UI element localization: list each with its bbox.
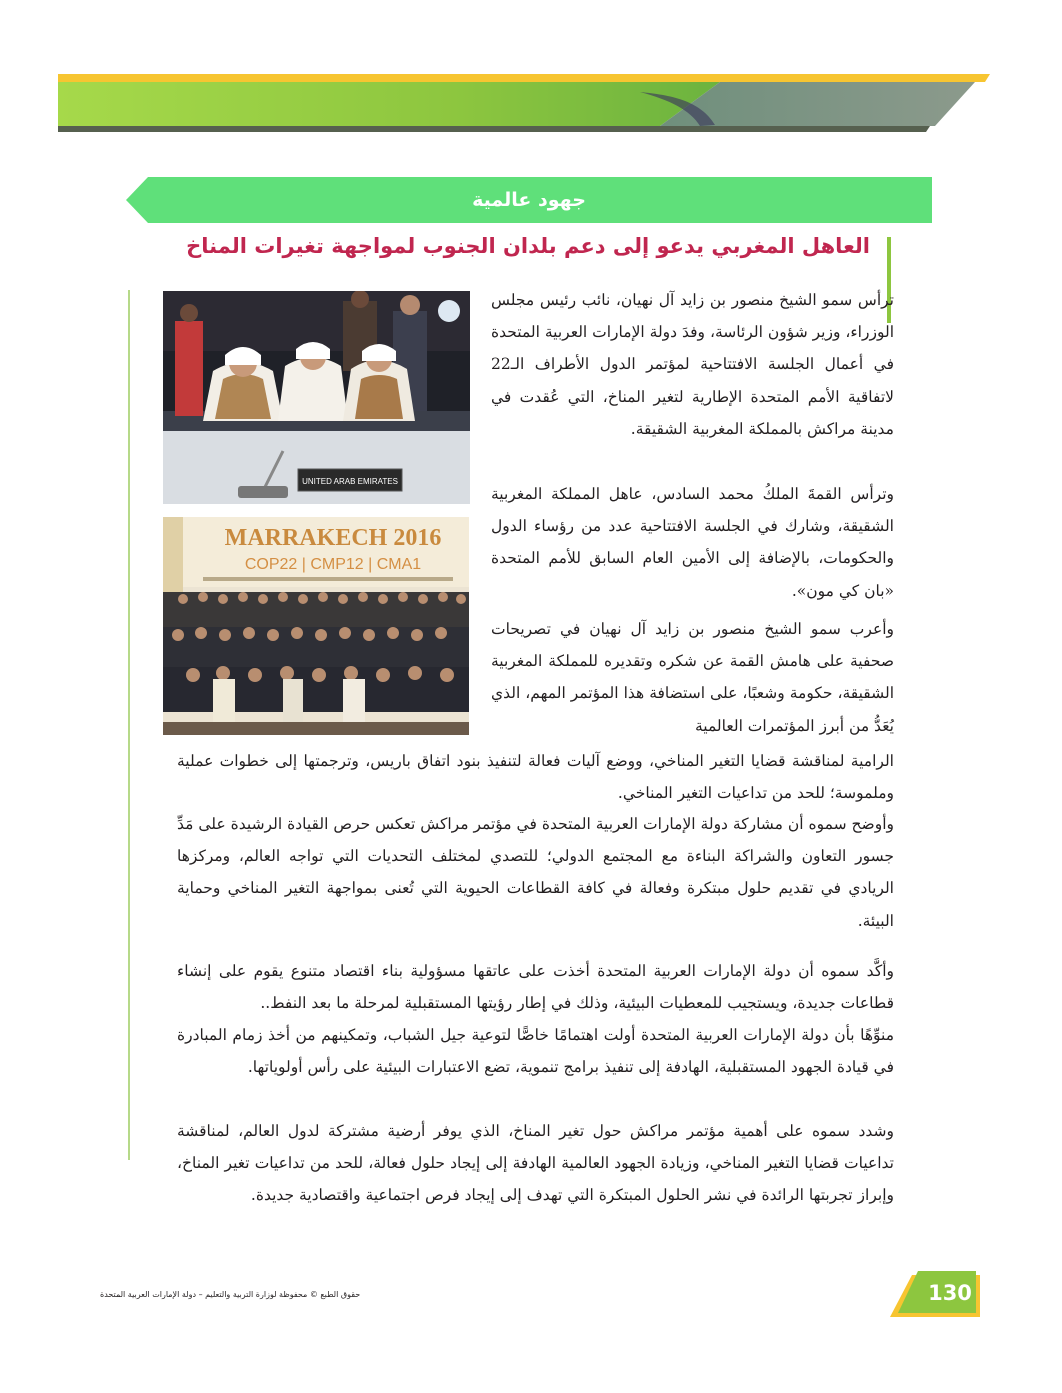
top-banner: [0, 0, 1062, 140]
photo-group-graphic: [163, 517, 469, 735]
article-paragraph-4: وأوضح سموه أن مشاركة دولة الإمارات العربية المتحدة في مؤتمر مراكش تعكس حرص القيادة الرشيدة على مَدِّ جسور التعاون والشراكة البناءة مع المجتمع الدولي؛ للتصدي لمختلف التحديات التي تواجه العالم، ومركزها الريادي في تقديم حلول مبتكرة وفعالة في كافة القطاعات الحيوية التي تُعنى بمواجهة التغير المناخي وحماية البيئة.: [177, 815, 894, 930]
banner-dark-strip: [58, 126, 930, 132]
article-paragraph-3-continued: الرامية لمناقشة قضايا التغير المناخي، ووضع آليات فعالة لتنفيذ بنود اتفاق باريس، وترجمتها إلى خطوات عملية وملموسة؛ للحد من تداعيات التغير المناخي.: [177, 752, 894, 803]
marrakech-banner-subtitle: COP22 | CMP12 | CMA1: [244, 556, 422, 573]
section-title-bar: [126, 177, 932, 223]
article-paragraph-6: منوِّهًا بأن دولة الإمارات العربية المتحدة أولت اهتمامًا خاصًّا لتوعية جيل الشباب، وتمكينهم من أخذ زمام المبادرة في قيادة الجهود المستقبلية، الهادفة إلى تنفيذ برامج تنموية، تضع الاعتبارات البيئية على رأس أولوياتها.: [177, 1026, 894, 1077]
photo-delegation-graphic: [163, 291, 470, 504]
page-number: 130: [928, 1281, 972, 1305]
marrakech-banner-title: MARRAKECH 2016: [224, 525, 442, 551]
article-paragraph-2: وترأس القمةَ الملكُ محمد السادس، عاهل المملكة المغربية الشقيقة، وشارك في الجلسة الافتتاحية عدد من رؤساء الدول والحكومات، بالإضافة إلى الأمين العام السابق للأمم المتحدة «بان كي مون».: [491, 485, 894, 600]
article-headline: العاهل المغربي يدعو إلى دعم بلدان الجنوب لمواجهة تغيرات المناخ: [186, 234, 870, 258]
section-title: جهود عالمية: [472, 189, 586, 211]
photo-group: [163, 517, 469, 735]
banner-green-band: [58, 82, 720, 126]
copyright-note: حقوق الطبع © محفوظة لوزارة التربية والتعليم – دولة الإمارات العربية المتحدة: [100, 1290, 361, 1299]
article-paragraph-1: ترأس سمو الشيخ منصور بن زايد آل نهيان، نائب رئيس مجلس الوزراء، وزير شؤون الرئاسة، وفدَ دولة الإمارات العربية المتحدة في أعمال الجلسة الافتتاحية لمؤتمر الدول الأطراف الـ22 لاتفاقية الأمم المتحدة الإطارية لتغير المناخ، التي عُقدت في مدينة مراكش بالمملكة المغربية الشقيقة.: [491, 291, 894, 438]
left-margin-rule: [128, 290, 130, 1160]
article-paragraph-3: وأعرب سمو الشيخ منصور بن زايد آل نهيان في تصريحات صحفية على هامش القمة عن شكره وتقديره للمملكة المغربية الشقيقة، حكومة وشعبًا، على استضافة هذا المؤتمر المهم، الذي يُعَدُّ من أبرز المؤتمرات العالمية: [491, 620, 894, 735]
article-paragraph-5: وأكَّد سموه أن دولة الإمارات العربية المتحدة أخذت على عاتقها مسؤولية بناء اقتصاد متنوع يقوم على إنشاء قطاعات جديدة، ويستجيب للمعطيات البيئية، وذلك في إطار رؤيتها المستقبلية لمرحلة ما بعد النفط..: [177, 962, 894, 1013]
banner-yellow-strip: [58, 74, 990, 82]
photo-delegation: [163, 291, 470, 504]
banner-graphic: [0, 0, 1062, 140]
placard-text: UNITED ARAB EMIRATES: [302, 477, 398, 486]
article-paragraph-7: وشدد سموه على أهمية مؤتمر مراكش حول تغير المناخ، الذي يوفر أرضية مشتركة لدول العالم، لمناقشة تداعيات قضايا التغير المناخي، وزيادة الجهود العالمية الهادفة إلى إيجاد حلول فعالة، للحد من تداعيات تغير المناخ، وإبراز تجربتها الرائدة في نشر الحلول المبتكرة التي تهدف إلى إيجاد فرص اجتماعية واقتصادية جديدة.: [177, 1122, 894, 1205]
